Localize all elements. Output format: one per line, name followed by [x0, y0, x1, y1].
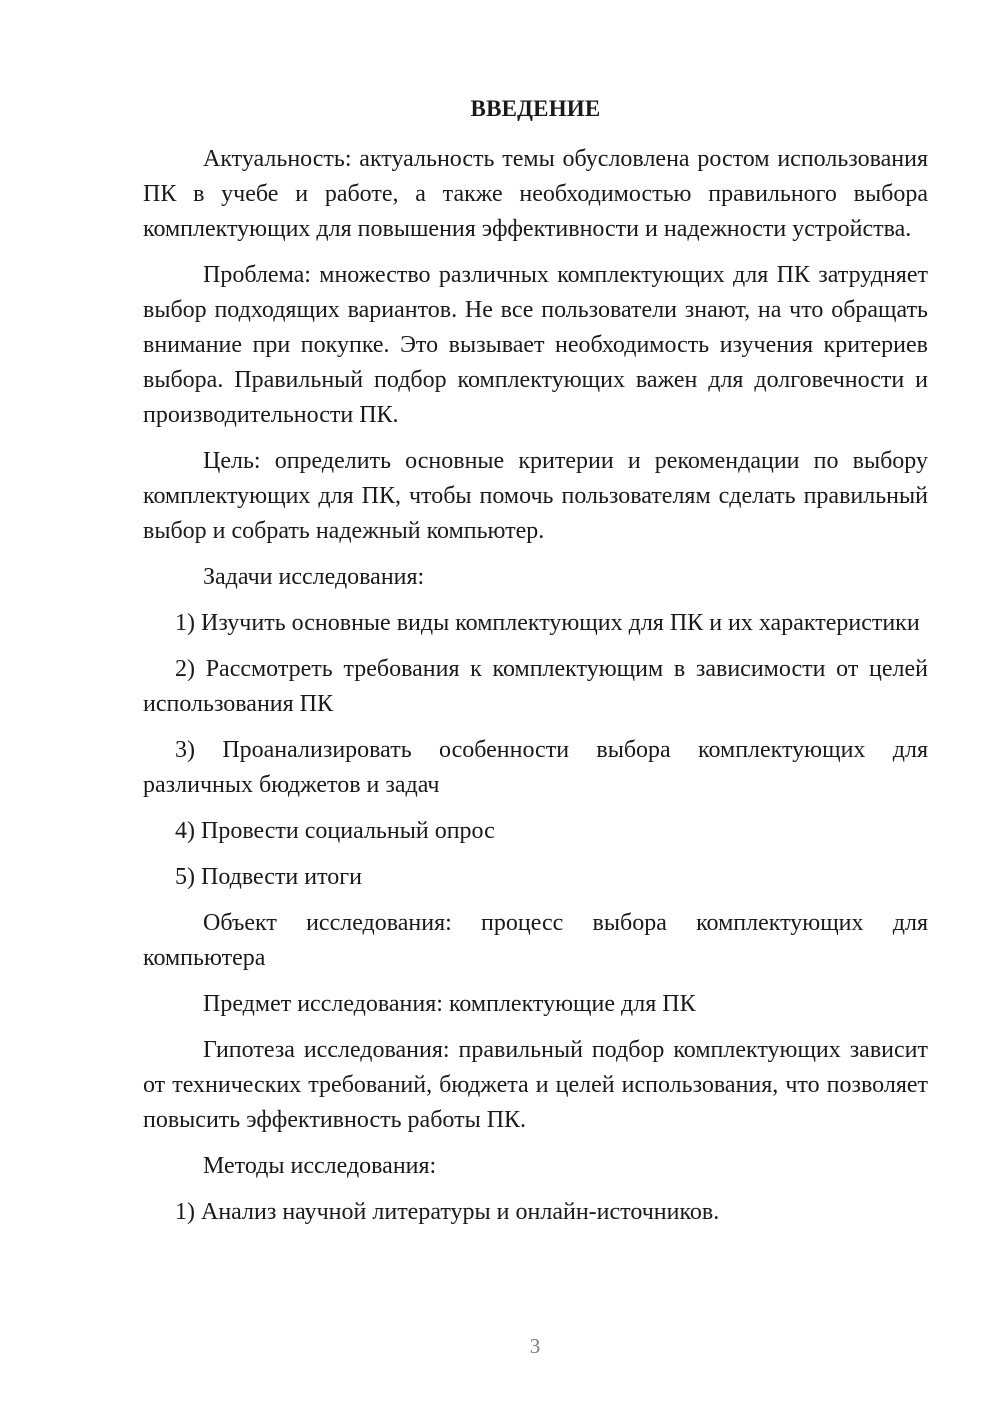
task-item: 2) Рассмотреть требования к комплектующим в зависимости от целей использования ПК	[143, 656, 928, 717]
task-item: 1) Изучить основные виды комплектующих для ПК и их характеристики	[175, 610, 920, 636]
paragraph-hypothesis: Гипотеза исследования: правильный подбор комплектующих зависит от технических требований, бюджета и целей использования, что позволяет повысить эффективность работы ПК.	[143, 1037, 928, 1133]
page-number: 3	[529, 1334, 541, 1358]
paragraph-goal: Цель: определить основные критерии и рекомендации по выбору комплектующих для ПК, чтобы помочь пользователям сделать правильный выбор и собрать надежный компьютер.	[143, 448, 928, 544]
paragraph-relevance: Актуальность: актуальность темы обусловлена ростом использования ПК в учебе и работе, а также необходимостью правильного выбора комплектующих для повышения эффективности и надежности устройства.	[143, 146, 928, 242]
task-item: 5) Подвести итоги	[175, 864, 362, 890]
paragraph-subject: Предмет исследования: комплектующие для ПК	[203, 991, 696, 1017]
text-area	[143, 94, 928, 1241]
paragraph-object: Объект исследования: процесс выбора комплектующих для компьютера	[143, 910, 928, 971]
methods-heading: Методы исследования:	[203, 1153, 437, 1179]
paragraph-problem: Проблема: множество различных комплектующих для ПК затрудняет выбор подходящих вариантов. Не все пользователи знают, на что обращать внимание при покупке. Это вызывает необходимость изучения критериев выбора. Правильный подбор комплектующих важен для долговечности и производительности ПК.	[143, 262, 928, 428]
task-item: 4) Провести социальный опрос	[175, 818, 495, 844]
task-item: 3) Проанализировать особенности выбора комплектующих для различных бюджетов и задач	[143, 737, 928, 798]
tasks-heading: Задачи исследования:	[203, 564, 425, 590]
method-item: 1) Анализ научной литературы и онлайн-источников.	[175, 1199, 720, 1225]
section-title: ВВЕДЕНИЕ	[470, 96, 601, 121]
